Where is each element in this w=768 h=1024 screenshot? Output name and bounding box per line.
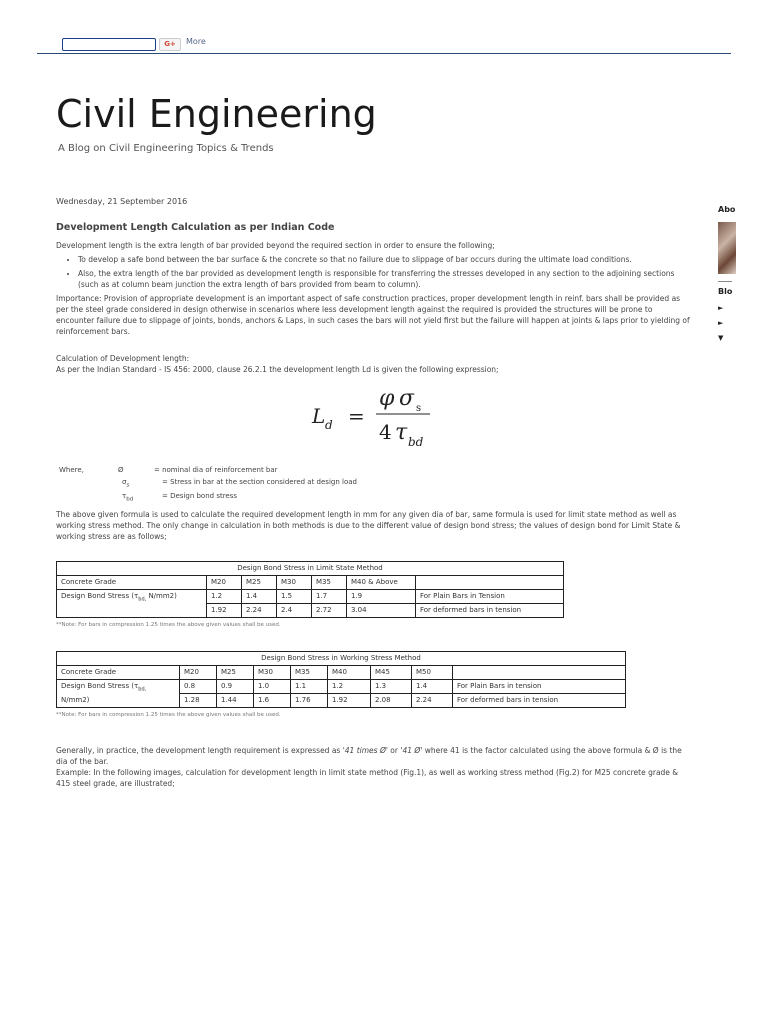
symbol-phi: Ø [118,466,124,474]
formula-phi: φ [379,386,395,411]
table-cell: M25 [217,666,254,680]
working-stress-table [56,651,626,708]
sidebar-divider [718,281,732,282]
symbol-sigma: $\sigma_s$ [122,478,130,489]
intro-paragraph: Development length is the extra length of bar provided beyond the required section in order to ensure the following; [56,241,495,250]
table-row [57,666,626,680]
table-cell: 1.2 [328,680,371,694]
table-cell: M20 [207,576,242,590]
sidebar-about-heading: Abo [718,205,736,214]
table-cell [416,576,564,590]
table-cell: 1.0 [254,680,291,694]
table-cell: For Plain Bars in Tension [416,590,564,604]
blog-title[interactable]: Civil Engineering [56,92,377,136]
post-title[interactable]: Development Length Calculation as per Indian Code [56,222,335,233]
importance-paragraph: Importance: Provision of appropriate development is an important aspect of safe construction practices, proper development length in reinf. bars shall be provided as per the steel grade considered in design otherwise in scenarios where less development length against the required is provided the structures will be prone to encounter failure due to slippage of joints, bonds, anchors & Laps, in such cases the bars will not yield first but the failure will happen at joints & laps prior to yielding of reinforcement bars. [56,294,690,336]
definition-tau: = Design bond stress [162,492,238,500]
example-paragraph: Example: In the following images, calculation for development length in limit state method (Fig.1), as well as working stress method (Fig.2) for M25 concrete grade & 415 steel grade, are illustrated; [56,768,679,789]
formula-sigma: σ [399,386,415,411]
symbol-tau: $\tau_{bd}$ [122,492,134,503]
table-cell: Concrete Grade [57,576,207,590]
table-cell: 1.5 [277,590,312,604]
table-cell: 1.2 [207,590,242,604]
table-caption: Design Bond Stress in Limit State Method [57,562,564,576]
table-cell [453,666,626,680]
header-divider [37,53,731,54]
table-cell: 1.6 [254,694,291,708]
sidebar [718,205,768,342]
table-cell: 3.04 [347,604,416,618]
list-item: • To develop a safe bond between the bar surface & the concrete so that no failure due to slippage of bar occurs during the ultimate load conditions. [78,254,692,265]
table-cell: 1.1 [291,680,328,694]
table-caption: Design Bond Stress in Working Stress Method [57,652,626,666]
table-row [57,576,564,590]
generally-paragraph: Generally, in practice, the development length requirement is expressed as '41 times Ø' or '41 Ø' where 41 is the factor calculated using the above formula & Ø is the dia of the bar. [56,746,682,767]
where-definitions [56,465,692,503]
table-cell: M50 [412,666,453,680]
table-cell: M30 [254,666,291,680]
formula-lhs: L [312,404,326,428]
more-link[interactable]: More [186,37,206,46]
formula-sigma-sub: s [416,403,422,414]
table-cell: 1.44 [217,694,254,708]
post-date: Wednesday, 21 September 2016 [56,197,188,206]
search-input[interactable] [62,38,156,51]
table-cell: 2.4 [277,604,312,618]
google-plus-button[interactable]: G+ [159,38,181,51]
table-cell: 2.08 [371,694,412,708]
table-cell: 1.9 [347,590,416,604]
explanation-paragraph: The above given formula is used to calculate the required development length in mm for any given dia of bar, same formula is used for limit state method as well as working stress method. The only change in calculation in both methods is due to the different value of design bond stress; the values of design bond for Limit State & working stress are as follows; [56,510,681,541]
table-cell: 0.8 [180,680,217,694]
table-cell: 1.4 [242,590,277,604]
table-row [57,680,626,694]
table-cell: Concrete Grade [57,666,180,680]
top-bar [0,0,768,56]
sidebar-blog-archive-heading: Blo [718,287,733,296]
development-length-formula [56,381,692,457]
list-item: • Also, the extra length of the bar provided as development length is responsible for transferring the stresses developed in any section to the adjoining sections (such as at column beam junction the extra length of bars provided from beam to column). [78,268,692,290]
table-cell: 1.4 [412,680,453,694]
formula-four: 4 [379,420,392,444]
table-cell: M35 [312,576,347,590]
definition-sigma: = Stress in bar at the section considered at design load [162,478,357,486]
table-cell: M45 [371,666,412,680]
blog-description: A Blog on Civil Engineering Topics & Trends [58,143,274,154]
profile-photo[interactable] [718,222,736,274]
formula-equals: = [348,404,365,428]
table-footnote: **Note: For bars in compression 1.25 times the above given values shall be used. [56,622,281,628]
calc-heading: Calculation of Development length: [56,354,190,363]
table-row [57,590,564,604]
table-row [57,652,626,666]
table-cell: Design Bond Stress ($\tau_{bd,}$ N/mm2) [57,680,180,708]
formula-lhs-sub: d [325,418,333,432]
table-cell: M35 [291,666,328,680]
table-cell: For Plain Bars in tension [453,680,626,694]
table-cell: 1.7 [312,590,347,604]
table-cell: M20 [180,666,217,680]
table-cell: 1.92 [207,604,242,618]
table-cell: M25 [242,576,277,590]
formula-graphic [302,381,442,457]
table-cell: For deformed bars in tension [416,604,564,618]
table-cell: 1.76 [291,694,328,708]
bullet-list [56,254,692,290]
definition-phi: = nominal dia of reinforcement bar [154,466,278,474]
where-label: Where, [59,466,84,474]
post-body [56,196,692,789]
formula-tau: τ [395,420,408,445]
archive-expand-arrow[interactable]: ► [718,319,724,327]
formula-tau-sub: bd [408,435,424,449]
table-row [57,562,564,576]
table-cell: M40 [328,666,371,680]
archive-collapse-arrow[interactable]: ▼ [718,334,724,342]
table-cell: M30 [277,576,312,590]
table-cell: 1.92 [328,694,371,708]
table-cell: 2.72 [312,604,347,618]
limit-state-table [56,561,564,618]
table-cell: 1.3 [371,680,412,694]
archive-expand-arrow[interactable]: ► [718,304,724,312]
table-cell: 2.24 [242,604,277,618]
table-footnote: **Note: For bars in compression 1.25 times the above given values shall be used. [56,712,281,719]
table-cell: Design Bond Stress ($\tau_{bd,}$ N/mm2) [57,590,207,618]
table-cell: 0.9 [217,680,254,694]
table-cell: For deformed bars in tension [453,694,626,708]
table-cell: M40 & Above [347,576,416,590]
table-cell: 1.28 [180,694,217,708]
calc-paragraph: As per the Indian Standard - IS 456: 2000, clause 26.2.1 the development length Ld is given the following expression; [56,365,499,374]
table-cell: 2.24 [412,694,453,708]
